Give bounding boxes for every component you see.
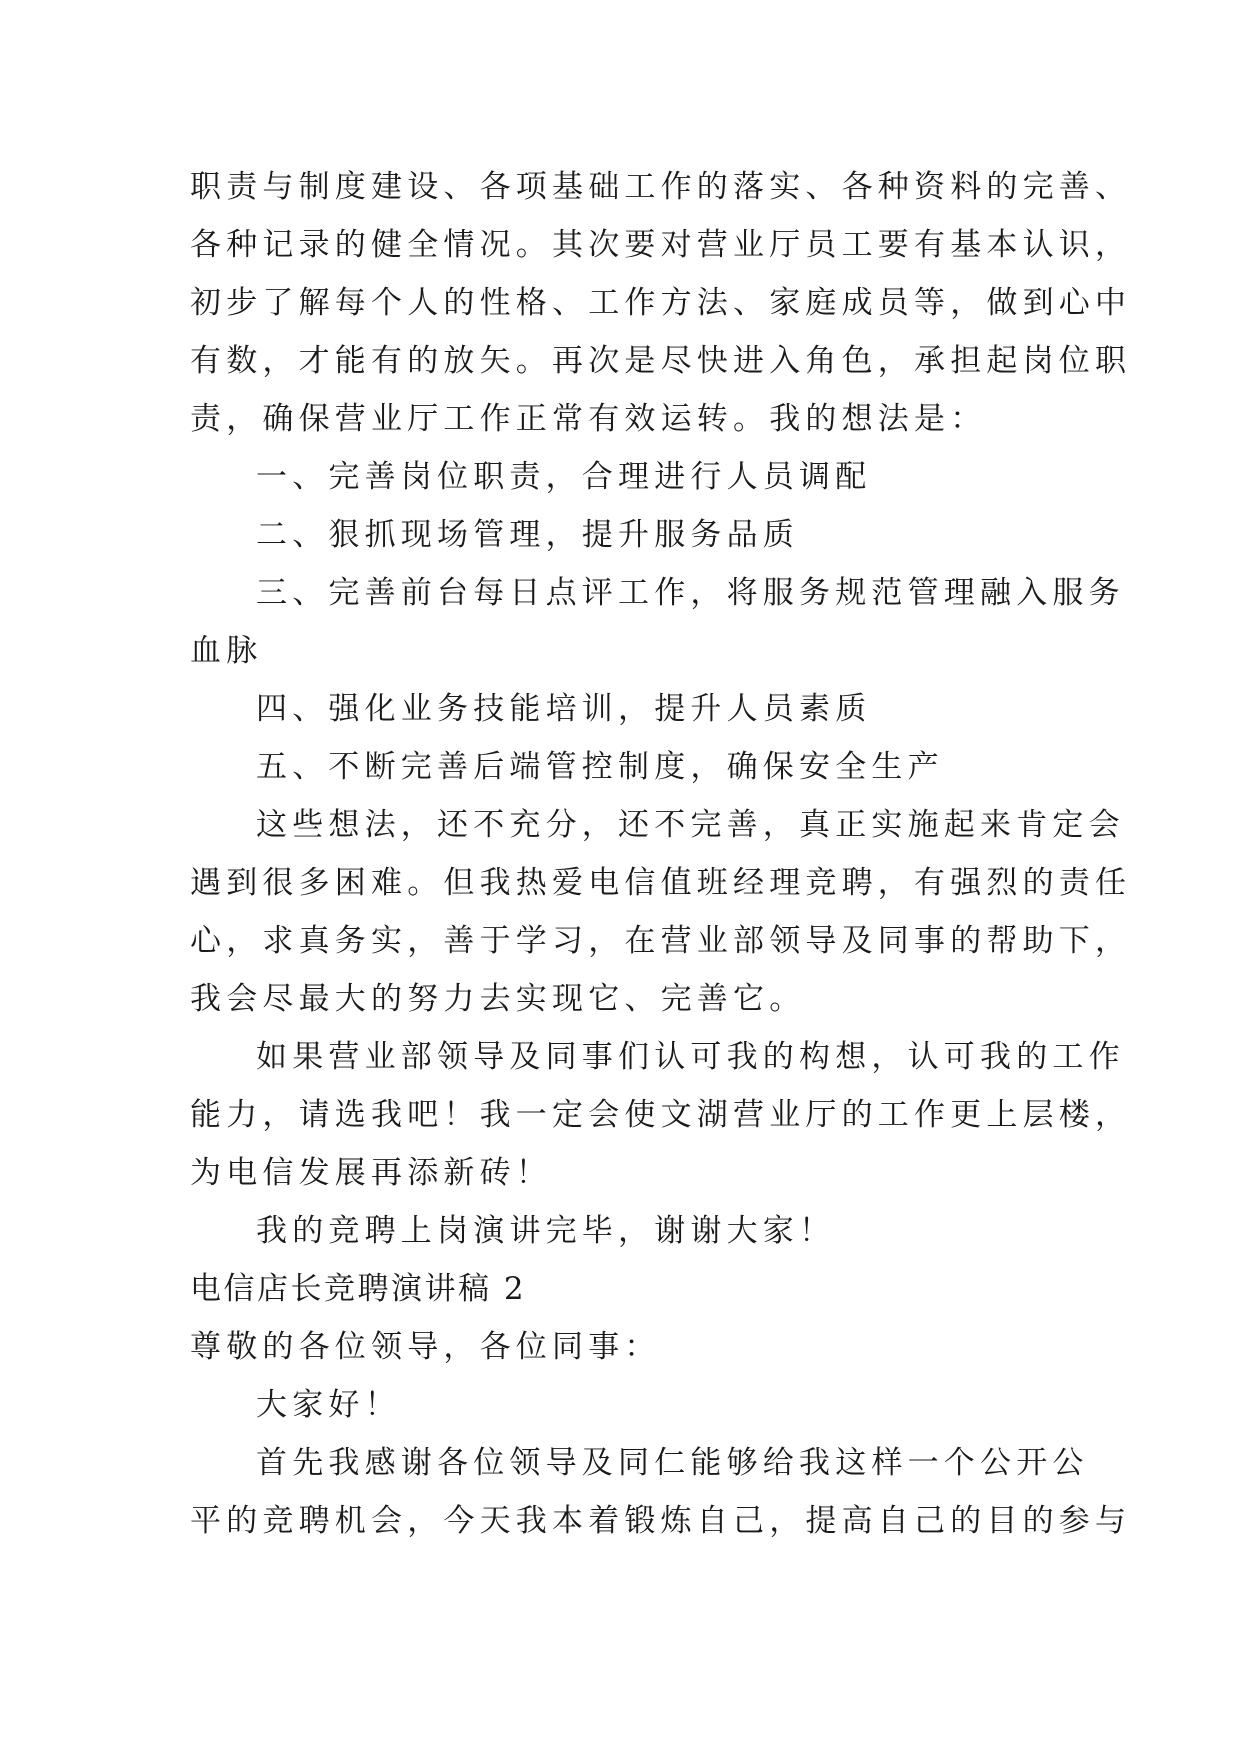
list-item-2: 二、狠抓现场管理，提升服务品质 [256,517,799,553]
paragraph-line: 为电信发展再添新砖！ [190,1155,552,1191]
list-item-5: 五、不断完善后端管控制度，确保安全生产 [256,749,944,785]
paragraph-line: 初步了解每个人的性格、工作方法、家庭成员等，做到心中 [190,285,1132,321]
section-title: 电信店长竞聘演讲稿 2 [190,1271,527,1307]
document-body [190,158,1132,1550]
paragraph-line: 平的竞聘机会，今天我本着锻炼自己，提高自己的目的参与 [190,1503,1132,1539]
paragraph-line: 我会尽最大的努力去实现它、完善它。 [190,981,806,1017]
paragraph-line: 职责与制度建设、各项基础工作的落实、各种资料的完善、 [190,169,1132,205]
paragraph-line: 各种记录的健全情况。其次要对营业厅员工要有基本认识， [190,227,1132,263]
greeting: 大家好！ [256,1387,401,1423]
paragraph-line: 首先我感谢各位领导及同仁能够给我这样一个公开公 [256,1445,1089,1481]
paragraph-line: 有数，才能有的放矢。再次是尽快进入角色，承担起岗位职 [190,343,1132,379]
paragraph-line: 责，确保营业厅工作正常有效运转。我的想法是： [190,401,987,437]
salutation: 尊敬的各位领导，各位同事： [190,1329,661,1365]
list-item-1: 一、完善岗位职责，合理进行人员调配 [256,459,872,495]
list-item-3: 三、完善前台每日点评工作，将服务规范管理融入服务 [256,575,1125,611]
paragraph-line: 遇到很多困难。但我热爱电信值班经理竞聘，有强烈的责任 [190,865,1132,901]
paragraph-line: 这些想法，还不充分，还不完善，真正实施起来肯定会 [256,807,1125,843]
list-item-4: 四、强化业务技能培训，提升人员素质 [256,691,872,727]
list-item-3-continued: 血脉 [190,633,263,669]
closing-line: 我的竞聘上岗演讲完毕，谢谢大家！ [256,1213,836,1249]
paragraph-line: 心，求真务实，善于学习，在营业部领导及同事的帮助下， [190,923,1132,959]
paragraph-line: 能力，请选我吧！我一定会使文湖营业厅的工作更上层楼， [190,1097,1132,1133]
paragraph-line: 如果营业部领导及同事们认可我的构想，认可我的工作 [256,1039,1125,1075]
